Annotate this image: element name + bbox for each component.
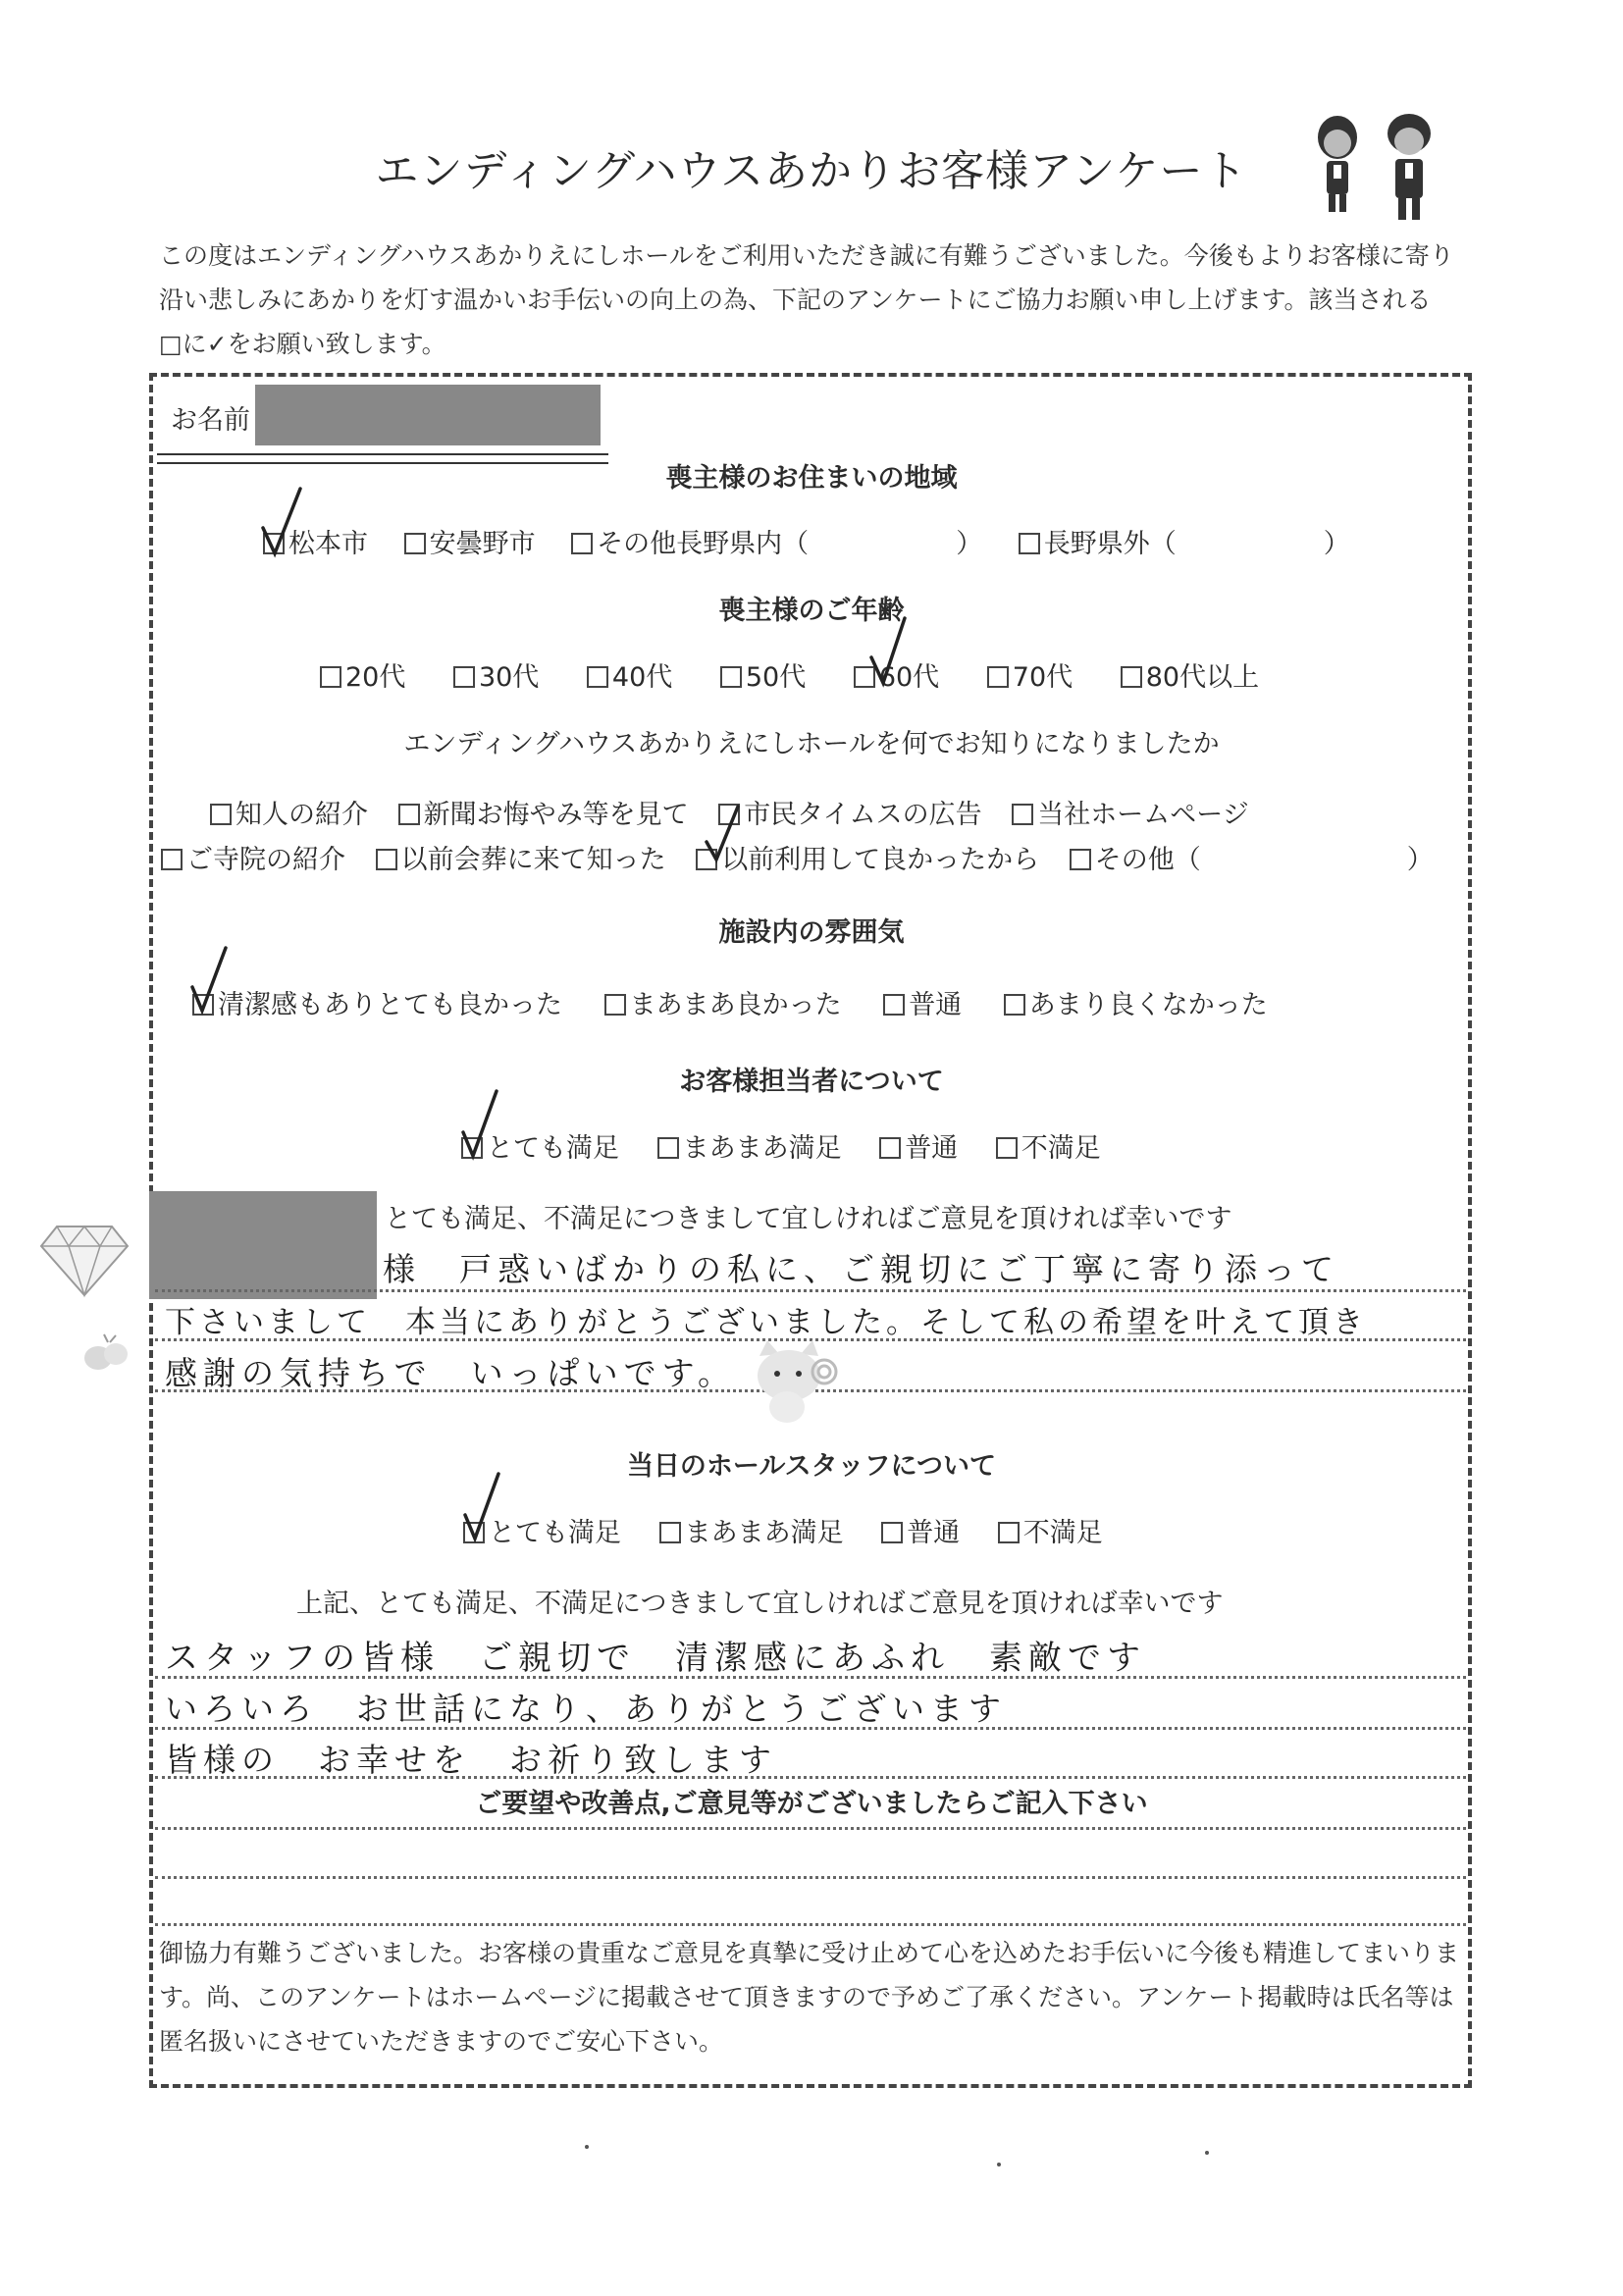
hall-staff-answer-line-3: 皆様の お幸せを お祈り致します <box>165 1741 777 1779</box>
atmosphere-option-normal[interactable]: 普通 <box>883 983 962 1021</box>
source-options-row2 <box>161 838 1461 876</box>
region-title: 喪主様のお住まいの地域 <box>665 463 958 494</box>
age-option-60s[interactable]: 60代 <box>854 655 939 694</box>
checkmark-icon <box>257 485 316 563</box>
region-option-outside-nagano[interactable]: 長野県外（ ） <box>1019 522 1350 560</box>
checkbox[interactable] <box>1012 804 1033 825</box>
region-option-azumino[interactable]: 安曇野市 <box>404 522 536 560</box>
requests-input-line[interactable] <box>155 1827 1466 1830</box>
staff-option-dissatisfied[interactable]: 不満足 <box>996 1126 1101 1165</box>
age-title: 喪主様のご年齢 <box>718 596 905 626</box>
scan-speck <box>1205 2151 1209 2155</box>
source-option-homepage[interactable]: 当社ホームページ <box>1012 793 1248 831</box>
checkmark-icon <box>459 1468 518 1546</box>
checkbox[interactable] <box>571 533 593 554</box>
region-option-matsumoto[interactable]: 松本市 <box>263 522 368 560</box>
hall-staff-prompt: 上記、とても満足、不満足につきまして宜しければご意見を頂ければ幸いです <box>296 1589 1224 1619</box>
hall-staff-options <box>463 1511 1130 1549</box>
staff-answer-line-3: 感謝の気持ちで いっぱいです。 <box>165 1354 737 1392</box>
hall-staff-option-normal[interactable]: 普通 <box>881 1511 960 1549</box>
staff-prompt: とても満足、不満足につきまして宜しければご意見を頂ければ幸いです <box>385 1204 1232 1234</box>
answer-guideline <box>155 1776 1466 1779</box>
staff-option-normal[interactable]: 普通 <box>879 1126 958 1165</box>
checkbox[interactable] <box>398 804 420 825</box>
checkbox[interactable] <box>881 1522 903 1543</box>
checkbox[interactable] <box>161 849 183 870</box>
butterfly-icon <box>79 1332 137 1382</box>
source-option-temple[interactable]: ご寺院の紹介 <box>161 838 345 876</box>
hall-staff-answer-line-1: スタッフの皆様 ご親切で 清潔感にあふれ 素敵です <box>165 1639 1146 1678</box>
intro-text: この度はエンディングハウスあかりえにしホールをご利用いただき誠に有難うございました。今後もよりお客様に寄り沿い悲しみにあかりを灯す温かいお手伝いの向上の為、下記のアンケートにご協力お願い申し上げます。該当される□に✓をお願い致します。 <box>159 241 1454 358</box>
staff-mascots-illustration <box>1293 110 1460 228</box>
checkmark-icon <box>457 1085 516 1164</box>
hall-staff-option-dissatisfied[interactable]: 不満足 <box>998 1511 1103 1549</box>
answer-guideline <box>155 1727 1466 1730</box>
checkmark-icon <box>699 785 758 863</box>
name-redaction <box>255 385 601 445</box>
name-label: お名前 <box>171 405 250 436</box>
staff-option-very-satisfied[interactable]: とても満足 <box>461 1126 619 1165</box>
hall-staff-option-very-satisfied[interactable]: とても満足 <box>463 1511 621 1549</box>
checkbox[interactable] <box>998 1522 1020 1543</box>
staff-name-redaction <box>149 1191 377 1299</box>
requests-input-line[interactable] <box>155 1923 1466 1926</box>
checkmark-icon <box>865 612 924 691</box>
checkbox[interactable] <box>1019 533 1040 554</box>
atmosphere-option-fairly-good[interactable]: まあまあ良かった <box>604 983 842 1021</box>
checkbox[interactable] <box>996 1137 1018 1159</box>
checkbox[interactable] <box>720 666 742 688</box>
mascot-left <box>1318 116 1357 212</box>
staff-options <box>461 1126 1128 1165</box>
age-option-70s[interactable]: 70代 <box>987 655 1073 694</box>
atmosphere-options <box>192 983 1295 1021</box>
checkbox[interactable] <box>883 994 905 1016</box>
answer-guideline <box>155 1289 1466 1292</box>
atmosphere-option-very-good[interactable]: 清潔感もありとても良かった <box>192 983 562 1021</box>
atmosphere-option-not-good[interactable]: あまり良くなかった <box>1004 983 1268 1021</box>
checkbox[interactable] <box>404 533 426 554</box>
age-option-40s[interactable]: 40代 <box>587 655 672 694</box>
checkbox[interactable] <box>657 1137 679 1159</box>
scan-speck <box>585 2145 589 2149</box>
checkbox[interactable] <box>659 1522 681 1543</box>
name-field[interactable] <box>157 385 608 447</box>
source-option-used-before[interactable]: 以前利用して良かったから <box>696 838 1039 876</box>
checkbox[interactable] <box>987 666 1009 688</box>
cat-icon <box>746 1338 840 1427</box>
checkbox[interactable] <box>210 804 232 825</box>
checkbox[interactable] <box>1121 666 1142 688</box>
source-option-other[interactable]: その他（ ） <box>1070 838 1434 876</box>
age-option-80s-plus[interactable]: 80代以上 <box>1121 655 1259 694</box>
age-option-20s[interactable]: 20代 <box>320 655 405 694</box>
scan-speck <box>997 2163 1001 2166</box>
checkbox[interactable] <box>587 666 608 688</box>
source-option-shimin-times[interactable]: 市民タイムスの広告 <box>718 793 981 831</box>
age-option-30s[interactable]: 30代 <box>453 655 539 694</box>
region-option-other-nagano[interactable]: その他長野県内（ ） <box>571 522 982 560</box>
staff-option-fairly-satisfied[interactable]: まあまあ満足 <box>657 1126 842 1165</box>
checkbox[interactable] <box>1004 994 1025 1016</box>
closing-text: 御協力有難うございました。お客様の貴重なご意見を真摯に受け止めて心を込めたお手伝いに今後も精進してまいります。尚、このアンケートはホームページに掲載させて頂きますので予めご了承ください。アンケート掲載時は氏名等は匿名扱いにさせていただきますのでご安心下さい。 <box>159 1939 1460 2056</box>
checkbox[interactable] <box>320 666 341 688</box>
age-option-50s[interactable]: 50代 <box>720 655 806 694</box>
checkbox[interactable] <box>604 994 626 1016</box>
hall-staff-option-fairly-satisfied[interactable]: まあまあ満足 <box>659 1511 844 1549</box>
checkbox[interactable] <box>453 666 475 688</box>
source-option-acquaintance[interactable]: 知人の紹介 <box>210 793 368 831</box>
staff-answer-line-1: 様 戸惑いばかりの私に、ご親切にご丁寧に寄り添って <box>383 1250 1339 1288</box>
requests-input-line[interactable] <box>155 1876 1466 1879</box>
checkbox[interactable] <box>1070 849 1091 870</box>
page-title: エンディングハウスあかりお客様アンケート <box>375 146 1248 196</box>
checkmark-icon <box>186 944 245 1022</box>
answer-guideline <box>155 1676 1466 1679</box>
source-title: エンディングハウスあかりえにしホールを何でお知りになりましたか <box>403 729 1220 759</box>
staff-answer-line-2: 下さいまして 本当にありがとうございました。そして私の希望を叶えて頂き <box>165 1305 1367 1340</box>
checkbox[interactable] <box>376 849 397 870</box>
diamond-icon <box>39 1221 130 1299</box>
mascot-right <box>1387 114 1431 220</box>
hall-staff-answer-line-2: いろいろ お世話になり、ありがとうございます <box>165 1690 1007 1728</box>
checkbox[interactable] <box>879 1137 901 1159</box>
region-options <box>263 522 1378 560</box>
age-options <box>320 655 1286 694</box>
hall-staff-title: 当日のホールスタッフについて <box>626 1451 997 1482</box>
source-option-attended-funeral[interactable]: 以前会葬に来て知った <box>376 838 666 876</box>
source-option-newspaper[interactable]: 新聞お悔やみ等を見て <box>398 793 689 831</box>
atmosphere-title: 施設内の雰囲気 <box>718 917 905 948</box>
staff-title: お客様担当者について <box>679 1067 944 1097</box>
requests-title: ご要望や改善点,ご意見等がございましたらご記入下さい <box>475 1789 1148 1819</box>
